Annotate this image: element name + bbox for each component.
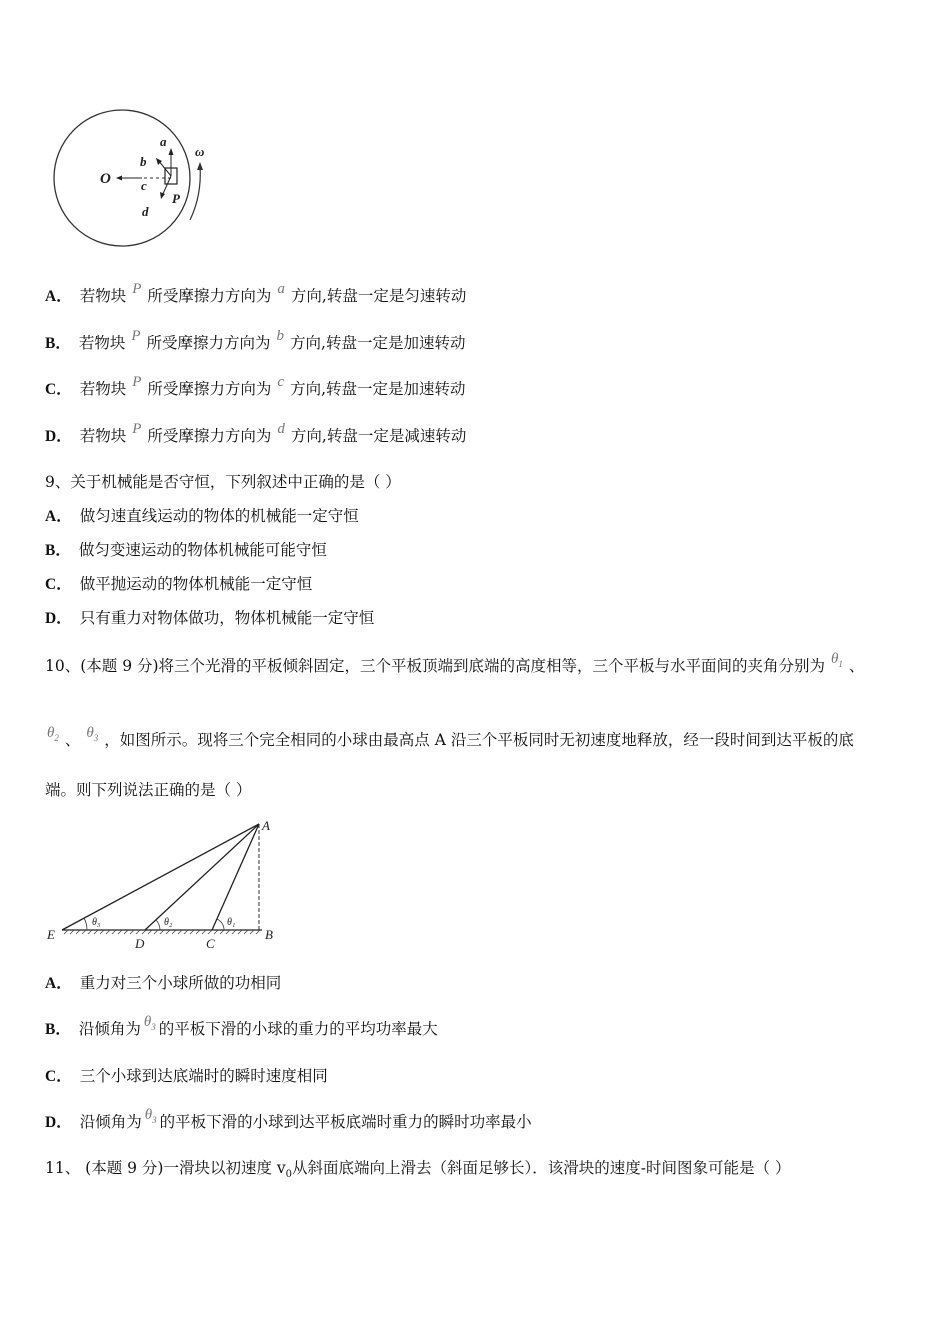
q10-stem-line2 bbox=[45, 725, 854, 756]
option-text-pre: 沿倾角为 bbox=[78, 1020, 141, 1038]
option-label: C． bbox=[45, 1068, 72, 1085]
option-text: 三个小球到达底端时的瞬时速度相同 bbox=[79, 1067, 328, 1085]
option-text-mid: 所受摩擦力方向为 bbox=[147, 287, 272, 305]
q9-option-c bbox=[45, 574, 312, 595]
option-text-mid: 所受摩擦力方向为 bbox=[147, 427, 272, 445]
option-text-post: 方向,转盘一定是加速转动 bbox=[290, 380, 466, 398]
option-label: A． bbox=[45, 975, 72, 992]
q8-option-a bbox=[45, 281, 467, 307]
q10-stem-line1 bbox=[45, 651, 865, 682]
theta3-symbol: $\theta_3$ bbox=[144, 1107, 157, 1125]
option-text: 重力对三个小球所做的功相同 bbox=[79, 974, 282, 992]
option-label: A． bbox=[45, 508, 72, 525]
theta2-symbol: $\theta_2$ bbox=[47, 725, 59, 743]
q9-option-a bbox=[45, 506, 359, 527]
inclines-figure bbox=[40, 812, 290, 957]
q10-stem-line3: 端。则下列说法正确的是（ ） bbox=[45, 781, 252, 799]
angle-arc-1 bbox=[217, 919, 224, 930]
label-b: b bbox=[140, 154, 147, 169]
option-text-post: 的平板下滑的小球到达平板底端时重力的瞬时功率最小 bbox=[159, 1113, 532, 1131]
option-label: B． bbox=[45, 1021, 71, 1038]
option-text-mid: 所受摩擦力方向为 bbox=[146, 334, 271, 352]
option-label: D． bbox=[45, 610, 72, 627]
label-b-point: B bbox=[265, 927, 273, 942]
stem-text-pre: 11、 (本题 9 分)一滑块以初速度 v bbox=[45, 1159, 286, 1177]
option-text-post: 的平板下滑的小球的重力的平均功率最大 bbox=[158, 1020, 438, 1038]
separator: 、 bbox=[64, 731, 81, 749]
omega-arrow-head bbox=[197, 162, 203, 170]
option-text: 做平抛运动的物体机械能一定守恒 bbox=[79, 575, 313, 593]
separator: 、 bbox=[848, 657, 865, 675]
q10-option-d bbox=[45, 1107, 532, 1138]
incline-ad bbox=[145, 824, 259, 930]
var-a: a bbox=[277, 281, 285, 297]
option-text-pre: 若物块 bbox=[78, 334, 126, 352]
arrow-d-head bbox=[160, 192, 165, 199]
label-c: c bbox=[141, 178, 147, 193]
var-p: P bbox=[131, 328, 141, 344]
label-a-point: A bbox=[262, 818, 270, 833]
q9-option-b bbox=[45, 540, 327, 561]
incline-ae bbox=[62, 824, 259, 930]
var-p: P bbox=[132, 281, 142, 297]
var-d: d bbox=[277, 421, 285, 437]
theta3-symbol: $\theta_3$ bbox=[86, 725, 99, 743]
q10-option-c bbox=[45, 1066, 328, 1087]
theta3-symbol: $\theta_3$ bbox=[143, 1014, 156, 1032]
var-c: c bbox=[277, 374, 285, 390]
option-text: 只有重力对物体做功，物体机械能一定守恒 bbox=[79, 609, 375, 627]
option-text-post: 方向,转盘一定是加速转动 bbox=[290, 334, 466, 352]
q8-option-c bbox=[45, 374, 466, 400]
option-text-pre: 若物块 bbox=[79, 427, 127, 445]
option-text: 做匀变速运动的物体机械能可能守恒 bbox=[78, 541, 327, 559]
option-text-pre: 沿倾角为 bbox=[79, 1113, 142, 1131]
option-text-post: 方向,转盘一定是减速转动 bbox=[290, 427, 467, 445]
stem-text-post: 从斜面底端向上滑去（斜面足够长）．该滑块的速度-时间图象可能是（ ） bbox=[292, 1159, 791, 1177]
option-text-pre: 若物块 bbox=[79, 287, 127, 305]
theta1-symbol: $\theta_1$ bbox=[831, 651, 843, 669]
label-o: O bbox=[100, 171, 111, 187]
option-label: C． bbox=[45, 381, 72, 398]
label-p: P bbox=[172, 191, 180, 206]
option-label: D． bbox=[45, 1114, 72, 1131]
angle-arc-2 bbox=[156, 920, 160, 930]
option-label: B． bbox=[45, 542, 71, 559]
var-p: P bbox=[132, 421, 142, 437]
angle-arc-3 bbox=[84, 918, 87, 930]
label-theta2: θ₂ bbox=[164, 917, 173, 928]
option-label: C． bbox=[45, 576, 72, 593]
q10-option-b bbox=[45, 1014, 438, 1045]
option-label: A． bbox=[45, 288, 72, 305]
option-text-pre: 若物块 bbox=[79, 380, 127, 398]
label-theta3: θ₃ bbox=[92, 917, 101, 928]
arrow-d bbox=[162, 176, 171, 196]
q10-option-a bbox=[45, 973, 281, 994]
arrow-a-head bbox=[169, 148, 174, 155]
label-c-point: C bbox=[206, 936, 215, 951]
incline-ac bbox=[212, 824, 259, 930]
q9-option-d bbox=[45, 608, 374, 629]
label-a: a bbox=[160, 134, 167, 149]
q11-stem bbox=[45, 1158, 790, 1185]
q8-option-d bbox=[45, 421, 467, 447]
option-label: D． bbox=[45, 428, 72, 445]
label-omega: ω bbox=[195, 144, 205, 159]
option-text-post: 方向,转盘一定是匀速转动 bbox=[290, 287, 467, 305]
label-e-point: E bbox=[47, 927, 55, 942]
subscript-0: 0 bbox=[285, 1169, 293, 1181]
option-text-mid: 所受摩擦力方向为 bbox=[147, 380, 272, 398]
stem-text: ，如图所示。现将三个完全相同的小球由最高点 A 沿三个平板同时无初速度地释放，经一段时间到达平板的底 bbox=[104, 731, 854, 749]
option-label: B． bbox=[45, 335, 71, 352]
q8-option-b bbox=[45, 328, 466, 354]
stem-text: 10、(本题 9 分)将三个光滑的平板倾斜固定，三个平板顶端到底端的高度相等，三个平板与水平面间的夹角分别为 bbox=[45, 657, 826, 675]
label-d: d bbox=[142, 204, 149, 219]
q9-stem: 9、关于机械能是否守恒，下列叙述中正确的是（ ） bbox=[45, 473, 401, 491]
var-b: b bbox=[276, 328, 285, 344]
omega-arrow bbox=[190, 166, 200, 220]
option-text: 做匀速直线运动的物体的机械能一定守恒 bbox=[79, 507, 359, 525]
var-p: P bbox=[132, 374, 142, 390]
arrow-c-head bbox=[116, 176, 122, 181]
label-theta1: θ₁ bbox=[227, 917, 236, 928]
rotating-disk-figure bbox=[40, 100, 230, 260]
label-d-point: D bbox=[135, 936, 145, 951]
